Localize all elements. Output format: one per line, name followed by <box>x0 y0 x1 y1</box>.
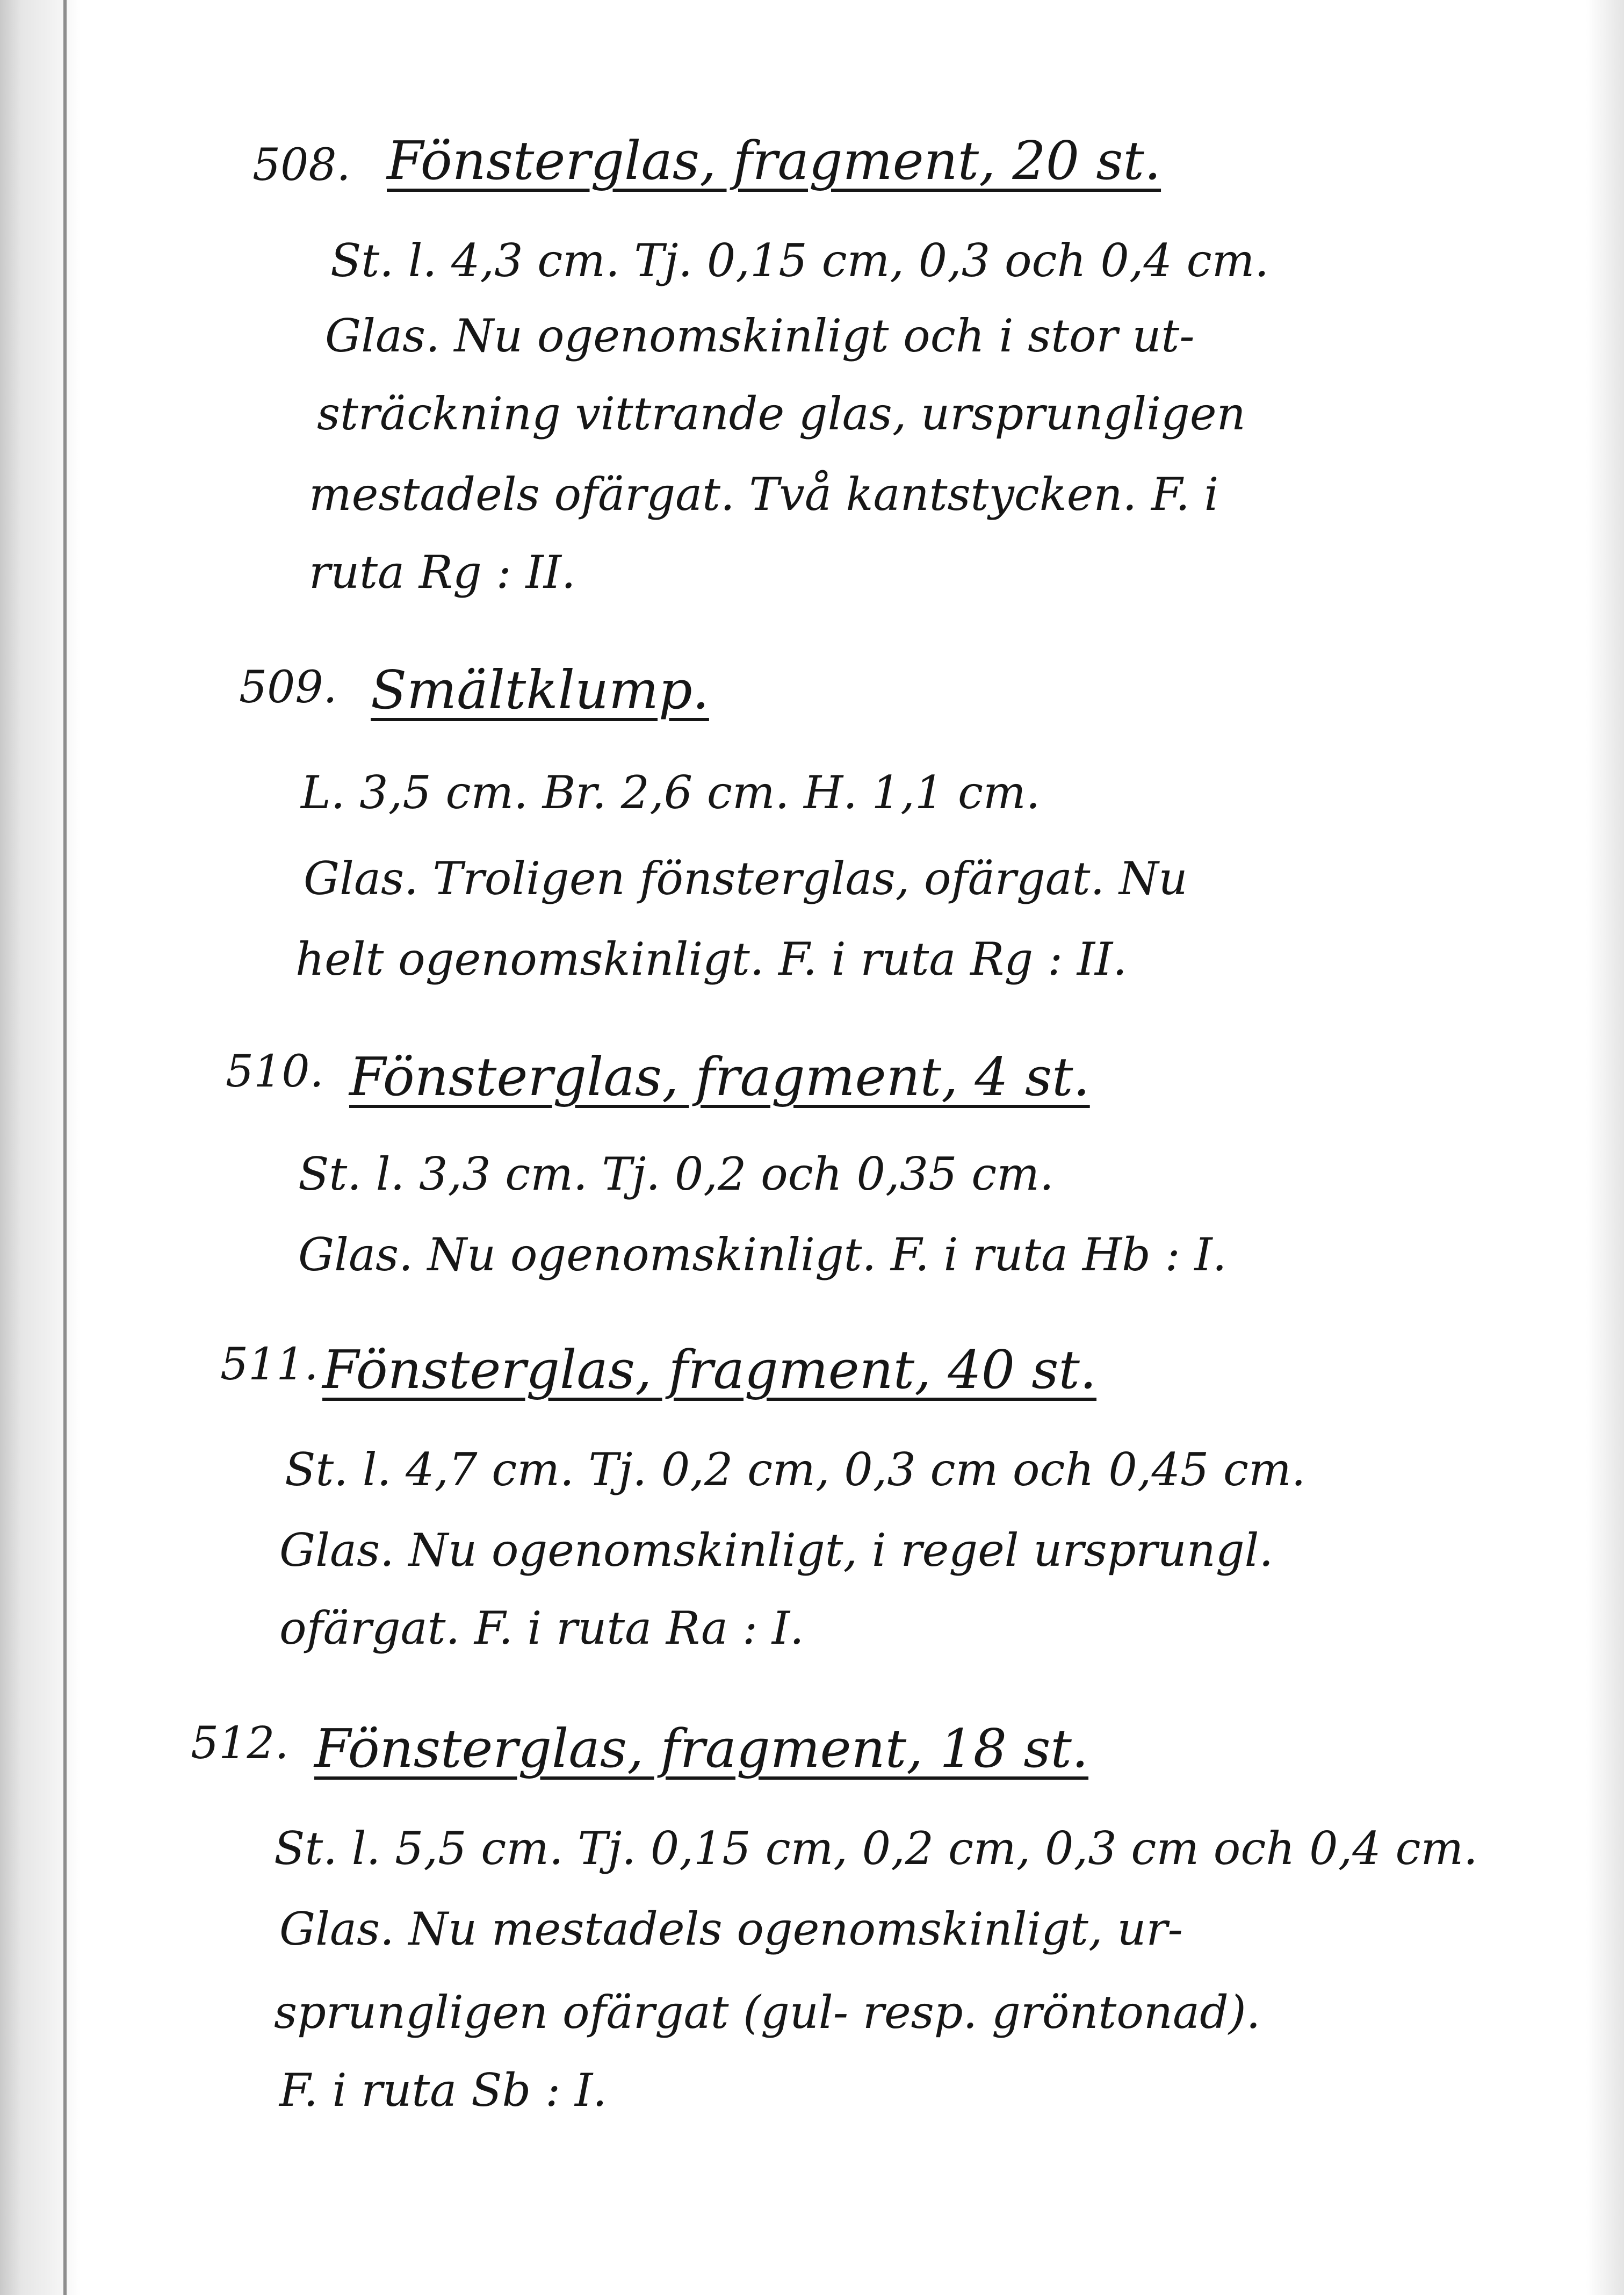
entry-number: 512. <box>191 1718 289 1769</box>
entry-title: Smältklump. <box>371 660 709 721</box>
entry-title: Fönsterglas, fragment, 40 st. <box>322 1340 1097 1401</box>
entry-line: ruta Rg : II. <box>309 546 576 599</box>
entry-title: Fönsterglas, fragment, 20 st. <box>387 131 1161 192</box>
entry-line: St. l. 4,7 cm. Tj. 0,2 cm, 0,3 cm och 0,45 cm. <box>285 1443 1306 1496</box>
page-spine-line <box>63 0 67 2295</box>
entry-line: St. l. 3,3 cm. Tj. 0,2 och 0,35 cm. <box>298 1148 1054 1200</box>
entry-line: mestadels ofärgat. Två kantstycken. F. i <box>309 468 1219 521</box>
entry-number: 508. <box>252 140 351 191</box>
entry-number: 510. <box>226 1046 324 1097</box>
entry-line: Glas. Troligen fönsterglas, ofärgat. Nu <box>304 852 1188 905</box>
entry-line: Glas. Nu ogenomskinligt, i regel ursprungl. <box>279 1524 1274 1577</box>
entry-line: sträckning vittrande glas, ursprungligen <box>317 387 1246 440</box>
entry-line: Glas. Nu ogenomskinligt och i stor ut- <box>325 310 1195 362</box>
entry-line: Glas. Nu mestadels ogenomskinligt, ur- <box>279 1903 1183 1955</box>
entry-line: St. l. 5,5 cm. Tj. 0,15 cm, 0,2 cm, 0,3 cm och 0,4 cm. <box>274 1822 1478 1875</box>
entry-title: Fönsterglas, fragment, 4 st. <box>349 1047 1090 1108</box>
entry-line: F. i ruta Sb : I. <box>279 2064 607 2117</box>
page-right-edge-shadow <box>1586 0 1624 2295</box>
entry-line: L. 3,5 cm. Br. 2,6 cm. H. 1,1 cm. <box>301 766 1041 819</box>
entry-title: Fönsterglas, fragment, 18 st. <box>314 1718 1089 1780</box>
page-spine-shadow <box>0 0 81 2295</box>
entry-number: 511. <box>220 1339 319 1390</box>
entry-number: 509. <box>239 662 337 713</box>
entry-line: sprungligen ofärgat (gul- resp. gröntonad). <box>274 1986 1261 2039</box>
entry-line: Glas. Nu ogenomskinligt. F. i ruta Hb : I. <box>298 1228 1227 1281</box>
entry-line: ofärgat. F. i ruta Ra : I. <box>279 1602 804 1654</box>
entry-line: St. l. 4,3 cm. Tj. 0,15 cm, 0,3 och 0,4 cm. <box>330 234 1269 287</box>
entry-line: helt ogenomskinligt. F. i ruta Rg : II. <box>295 933 1127 985</box>
